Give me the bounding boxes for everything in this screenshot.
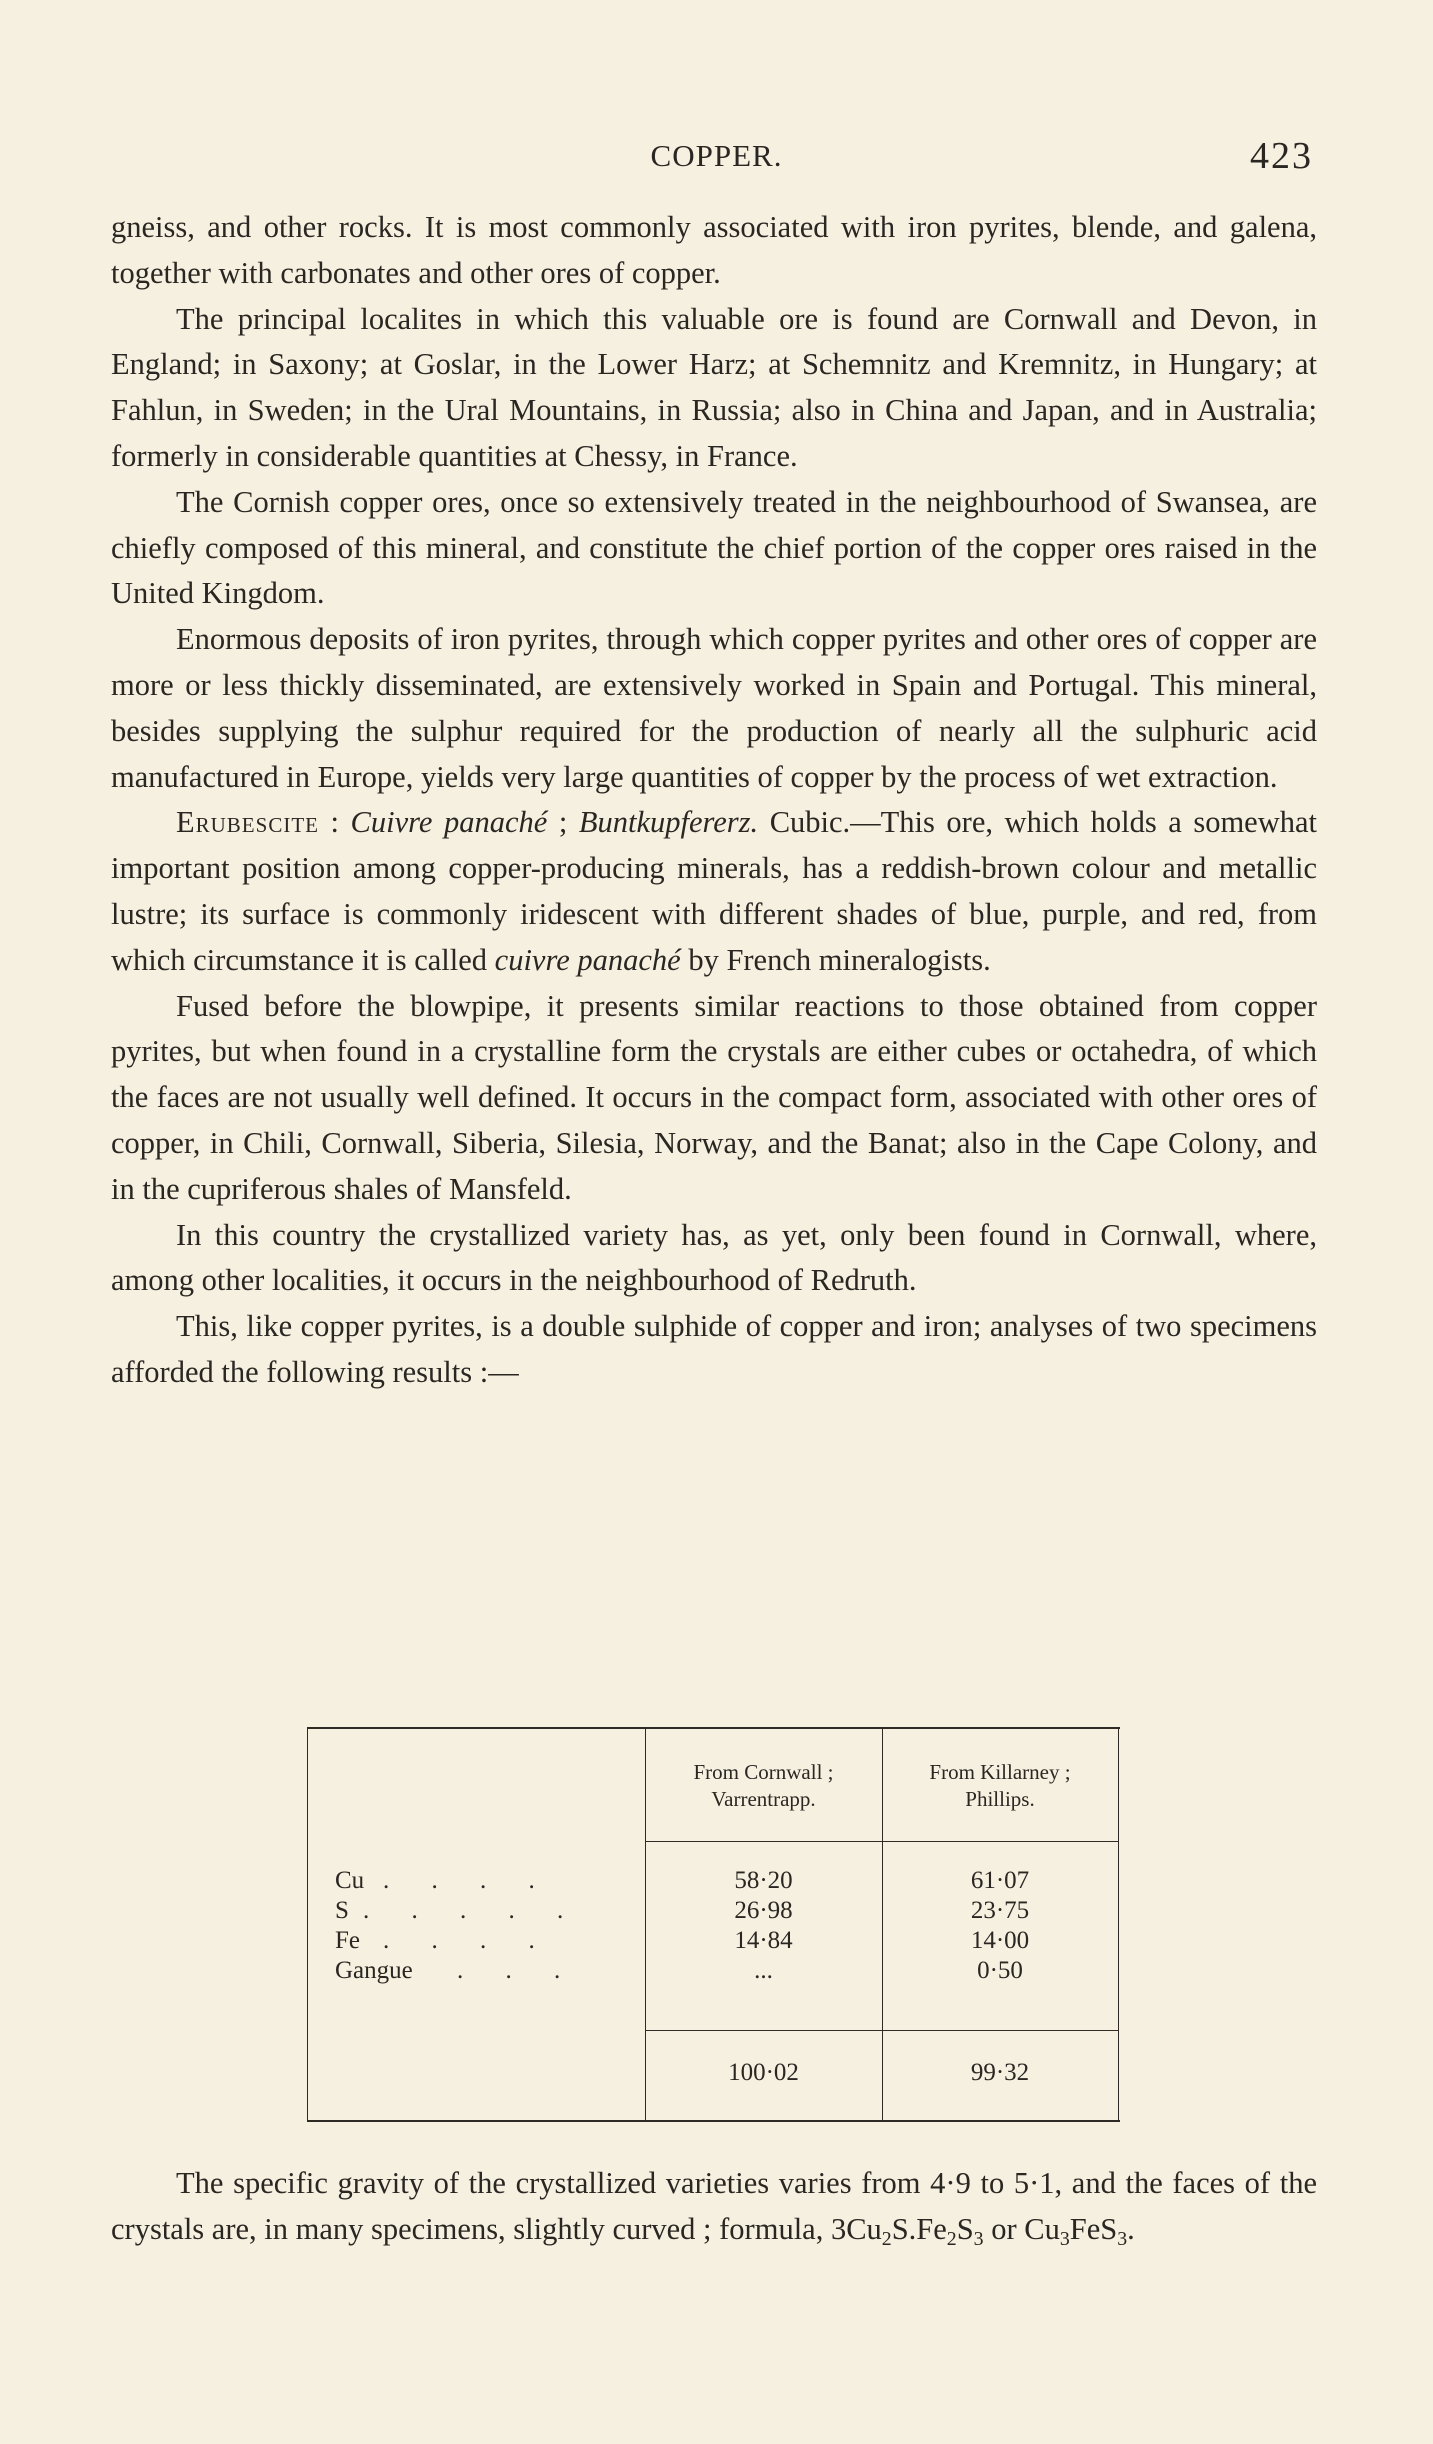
formula-subscript: 3 <box>973 2227 984 2250</box>
table-rule-left <box>307 1729 308 2120</box>
leader-dots: . . . . <box>383 1927 553 1954</box>
running-head: COPPER. <box>650 138 783 173</box>
analysis-table <box>307 1727 1120 2122</box>
cell-killarney-s: 23·75 <box>970 1897 1030 1924</box>
mineral-term: Erubescite <box>176 805 319 840</box>
leader-dots: . . . . . <box>363 1897 582 1924</box>
column-header-cornwall-line2: Varrentrapp. <box>711 1787 816 1811</box>
formula-text-a: The specific gravity of the crystallized varieties varies from 4·9 to 5·1, and the faces of the crystals are, in many specimens, slightly curved ; formula, 3Cu <box>111 2166 1317 2246</box>
cell-killarney-cu: 61·07 <box>970 1867 1030 1894</box>
page-number: 423 <box>1250 135 1313 177</box>
term-colon: : <box>318 805 351 840</box>
paragraph-cornish-ores: The Cornish copper ores, once so extensively treated in the neighbourhood of Swansea, are chiefly composed of this mineral, and constitute the chief portion of the copper ores raised in the United Kingdom. <box>111 484 1317 611</box>
formula-text-c: S <box>956 2211 974 2246</box>
paragraph-blowpipe: Fused before the blowpipe, it presents similar reactions to those obtained from copper pyrites, but when found in a crystalline form the crystals are either cubes or octahedra, of which the faces are not usually well defined. It occurs in the compact form, associated with other ores of copper, in Chili, Cornwall, Siberia, Silesia, Norway, and the Banat; also in the Cape Colony, and in the cupriferous shales of Mansfeld. <box>111 988 1317 1206</box>
erubescite-description: Cubic.—This ore, which holds a somewhat important position among copper-producing minerals, has a reddish-brown colour and metallic lustre; its surface is commonly iridescent with different shades of blue, purple, and red, from which circumstance it is called <box>111 805 1317 977</box>
formula-subscript: 3 <box>1059 2227 1070 2250</box>
paragraph-analyses-intro: This, like copper pyrites, is a double sulphide of copper and iron; analyses of two specimens afforded the following results :— <box>111 1309 1317 1389</box>
body-text <box>111 205 1317 1396</box>
formula-text-d: or Cu <box>983 2211 1060 2246</box>
leader-dots: . . . <box>457 1957 579 1984</box>
cell-cornwall-fe: 14·84 <box>734 1927 793 1954</box>
french-name-repeat: cuivre panaché <box>494 942 681 977</box>
formula-text-b: S.Fe <box>891 2211 947 2246</box>
column-header-cornwall <box>645 1759 882 1813</box>
paragraph-continued: gneiss, and other rocks. It is most commonly associated with iron pyrites, blende, and galena, together with carbonates and other ores of copper. <box>111 210 1317 290</box>
name-separator: ; <box>547 805 579 840</box>
row-label-cu: Cu <box>335 1867 365 1894</box>
paragraph-localities: The principal localites in which this valuable ore is found are Cornwall and Devon, in England; in Saxony; at Goslar, in the Lower Harz; at Schemnitz and Kremnitz, in Hungary; at Fahlun, in Sweden; in the Ural Mountains, in Russia; also in China and Japan, and in Australia; formerly in considerable quantities at Chessy, in France. <box>111 301 1317 473</box>
cell-cornwall-gangue: ... <box>754 1957 773 1984</box>
cell-cornwall-s: 26·98 <box>734 1897 793 1924</box>
column-header-killarney-line1: From Killarney ; <box>929 1760 1071 1784</box>
cell-killarney-fe: 14·00 <box>970 1927 1030 1954</box>
page-header <box>0 128 1433 178</box>
cell-killarney-gangue: 0·50 <box>977 1957 1023 1984</box>
row-label-gangue: Gangue <box>335 1957 413 1984</box>
paragraph-iron-pyrites: Enormous deposits of iron pyrites, through which copper pyrites and other ores of copper are more or less thickly disseminated, are extensively worked in Spain and Portugal. This mineral, besides supplying the sulphur required for the production of nearly all the sulphuric acid manufactured in Europe, yields very large quantities of copper by the process of wet extraction. <box>111 622 1317 794</box>
erubescite-description-end: by French mineralogists. <box>680 942 991 977</box>
closing-text <box>111 2161 1317 2253</box>
total-cornwall: 100·02 <box>728 2059 799 2086</box>
column-header-killarney <box>882 1759 1118 1813</box>
leader-dots: . . . . <box>383 1867 553 1894</box>
table-rule-header <box>645 1841 1118 1842</box>
formula-text-f: . <box>1127 2211 1135 2246</box>
paragraph-crystallized-variety: In this country the crystallized variety has, as yet, only been found in Cornwall, where, among other localities, it occurs in the neighbourhood of Redruth. <box>111 1217 1317 1298</box>
german-name: Buntkupfererz. <box>578 805 759 840</box>
row-label-s: S <box>335 1897 349 1924</box>
paragraph-erubescite <box>111 800 1317 983</box>
formula-subscript: 3 <box>1117 2227 1128 2250</box>
column-header-cornwall-line1: From Cornwall ; <box>693 1760 834 1784</box>
formula-subscript: 2 <box>946 2227 957 2250</box>
french-name: Cuivre panaché <box>350 805 548 840</box>
row-label-fe: Fe <box>335 1927 360 1954</box>
total-killarney: 99·32 <box>970 2059 1030 2086</box>
table-rule-right <box>1118 1729 1119 2120</box>
formula-text-e: FeS <box>1069 2211 1118 2246</box>
cell-cornwall-cu: 58·20 <box>734 1867 793 1894</box>
column-header-killarney-line2: Phillips. <box>965 1787 1035 1811</box>
table-rule-total <box>645 2030 1118 2031</box>
formula-subscript: 2 <box>881 2227 892 2250</box>
paragraph-specific-gravity <box>111 2161 1317 2253</box>
